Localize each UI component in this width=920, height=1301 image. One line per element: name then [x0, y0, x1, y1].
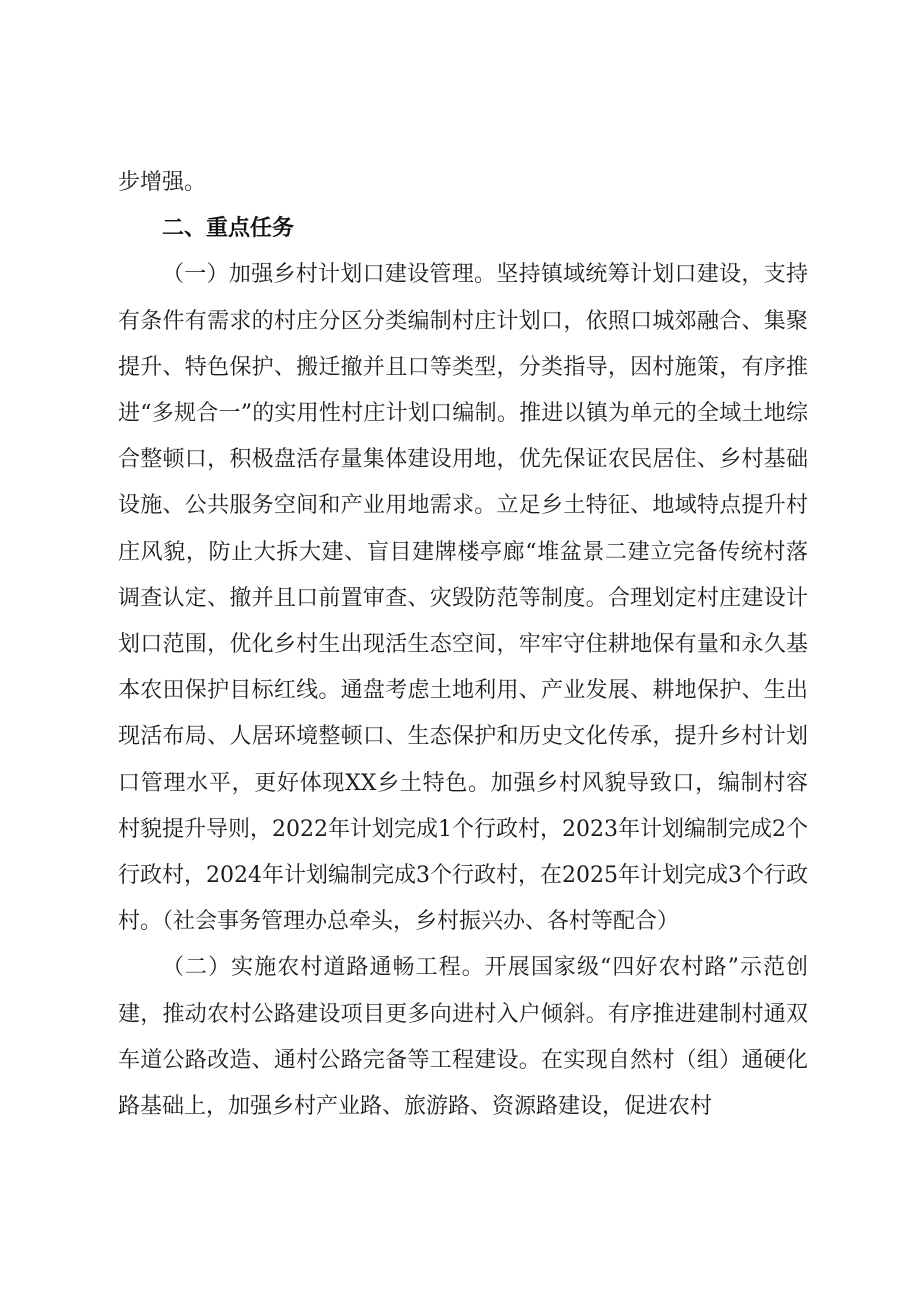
paragraph-rural-roads: （二）实施农村道路通畅工程。开展国家级“四好农村路”示范创建，推动农村公路建设项目更多向进村入户倾斜。有序推进建制村通双车道公路改造、通村公路完备等工程建设。在实现自然村（组）通硬化路基础上，加强乡村产业路、旅游路、资源路建设，促进农村 — [118, 955, 808, 1120]
document-body — [118, 160, 808, 1130]
paragraph-rural-planning: （一）加强乡村计划口建设管理。坚持镇域统筹计划口建设，支持有条件有需求的村庄分区分类编制村庄计划口，依照口城郊融合、集聚提升、特色保护、搬迁撤并且口等类型，分类指导，因村施策，有序推进“多规合一”的实用性村庄计划口编制。推进以镇为单元的全域土地综合整顿口，积极盘活存量集体建设用地，优先保证农民居住、乡村基础设施、公共服务空间和产业用地需求。立足乡土特征、地域特点提升村庄风貌，防止大拆大建、盲目建牌楼亭廊“堆盆景二建立完备传统村落调查认定、撤并且口前置审查、灾毁防范等制度。合理划定村庄建设计划口范围，优化乡村生出现活生态空间，牢牢守住耕地保有量和永久基本农田保护目标红线。通盘考虑土地利用、产业发展、耕地保护、生出现活布局、人居环境整顿口、生态保护和历史文化传承，提升乡村计划口管理水平，更好体现XX乡土特色。加强乡村风貌导致口，编制村容村貌提升导则，2022年计划完成1个行政村，2023年计划编制完成2个行政村，2024年计划编制完成3个行政村，在2025年计划完成3个行政村。（社会事务管理办总牵头，乡村振兴办、各村等配合） — [118, 262, 808, 935]
carryover-line: 步增强。 — [118, 170, 207, 195]
section-heading: 二、重点任务 — [162, 216, 295, 242]
